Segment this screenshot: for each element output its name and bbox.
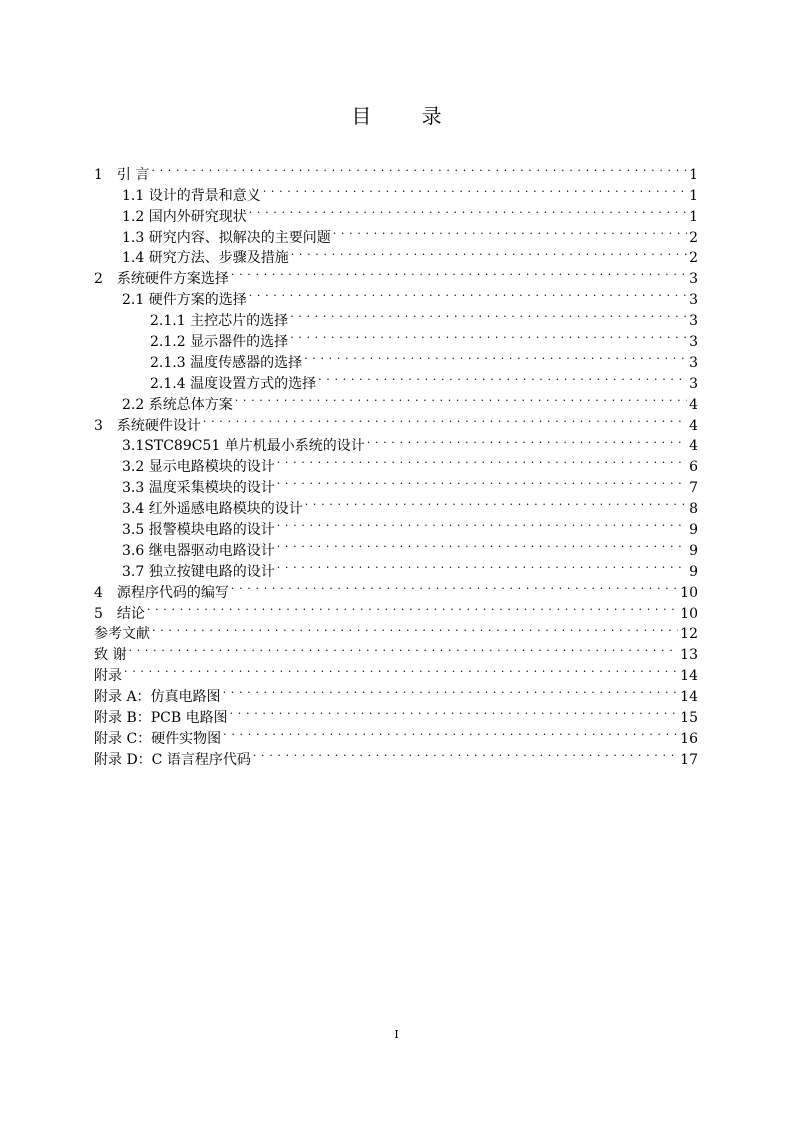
toc-entry-page: 3 [689, 375, 698, 392]
toc-entry-text: 致 谢 [94, 647, 127, 664]
toc-entry-page: 9 [689, 522, 698, 539]
toc-dot-leader [231, 576, 678, 597]
toc-entry-page: 4 [689, 438, 698, 455]
toc-dot-leader [277, 555, 687, 576]
toc-entry-label [122, 457, 275, 478]
toc-entry-label [94, 604, 145, 625]
toc-entry-label [94, 269, 229, 290]
toc-entry-label [150, 332, 288, 353]
toc-dot-leader [333, 221, 687, 242]
toc-entry-page: 3 [689, 292, 698, 309]
toc-dot-leader [151, 158, 687, 179]
table-of-contents [94, 158, 698, 768]
toc-entry-page: 13 [680, 647, 698, 664]
toc-dot-leader [203, 409, 687, 430]
toc-entry-number: 4 [94, 584, 103, 601]
toc-entry[interactable] [94, 680, 698, 706]
toc-entry-page: 15 [680, 710, 698, 727]
toc-dot-leader [367, 430, 687, 451]
toc-entry-text: 2.1 硬件方案的选择 [122, 292, 247, 309]
toc-entry-page: 10 [680, 584, 698, 601]
toc-entry-page: 2 [689, 250, 698, 267]
toc-entry-text: 2.1.1 主控芯片的选择 [150, 313, 289, 330]
toc-entry-text: 2.1.3 温度传感器的选择 [150, 354, 303, 371]
toc-entry-number: 1 [94, 166, 103, 183]
toc-entry-label [150, 353, 302, 374]
toc-entry-number: 5 [94, 605, 103, 622]
toc-title: 目 录 [351, 104, 464, 128]
toc-entry-page: 10 [680, 605, 698, 622]
toc-entry-text: 引 言 [116, 166, 150, 183]
toc-entry-text: 2.1.2 显示器件的选择 [150, 334, 289, 351]
toc-entry-page: 14 [680, 668, 698, 685]
toc-entry-text: 系统硬件设计 [116, 417, 201, 434]
toc-dot-leader [249, 200, 687, 221]
toc-entry-number: 2 [94, 271, 103, 288]
toc-dot-leader [230, 701, 679, 722]
toc-entry-label [94, 708, 228, 729]
toc-entry-page: 9 [689, 563, 698, 580]
toc-entry-label [122, 207, 247, 228]
toc-entry-page: 2 [689, 229, 698, 246]
toc-entry-label [94, 416, 201, 437]
toc-entry-page: 16 [680, 730, 698, 747]
toc-entry-text: 系统硬件方案选择 [116, 271, 229, 288]
toc-entry[interactable] [94, 597, 698, 622]
toc-entry-text: 1.3 研究内容、拟解决的主要问题 [122, 229, 331, 246]
toc-entry[interactable] [94, 618, 698, 643]
toc-dot-leader [305, 492, 687, 513]
toc-entry-label [94, 666, 122, 687]
toc-entry-label [122, 520, 275, 541]
toc-dot-leader [277, 450, 687, 471]
toc-entry-text: 结论 [116, 605, 145, 622]
toc-entry-text: 附录 B：PCB 电路图 [94, 710, 228, 727]
toc-entry[interactable] [94, 638, 698, 664]
toc-entry-text: 3.4 红外遥感电路模块的设计 [122, 501, 303, 518]
toc-dot-leader [277, 534, 687, 555]
toc-dot-leader [249, 283, 687, 304]
toc-entry-text: 1.1 设计的背景和意义 [122, 187, 261, 204]
toc-entry-label [122, 290, 247, 311]
toc-dot-leader [304, 346, 687, 367]
toc-entry-text: 附录 D：C 语言程序代码 [94, 751, 251, 768]
toc-dot-leader [290, 304, 687, 325]
toc-entry-text: 3.6 继电器驱动电路设计 [122, 542, 275, 559]
toc-entry-text: 2.2 系统总体方案 [122, 396, 233, 413]
toc-entry-page: 4 [689, 396, 698, 413]
toc-entry-label [122, 541, 275, 562]
toc-dot-leader [128, 638, 678, 659]
toc-entry-page: 7 [689, 480, 698, 497]
toc-entry-label [150, 311, 288, 332]
toc-entry-page: 1 [689, 166, 698, 183]
toc-entry-text: 附录 A：仿真电路图 [94, 689, 221, 706]
toc-dot-leader [253, 743, 678, 764]
toc-dot-leader [290, 325, 687, 346]
toc-entry-label [94, 729, 221, 750]
page-number: I [394, 1028, 399, 1041]
toc-entry-text: 3.3 温度采集模块的设计 [122, 480, 275, 497]
toc-entry-text: 参考文献 [94, 626, 150, 643]
toc-entry-page: 3 [689, 271, 698, 288]
toc-entry-text: 附录 [94, 668, 122, 685]
toc-entry-label [94, 687, 221, 708]
toc-entry-page: 3 [689, 313, 698, 330]
toc-dot-leader [291, 242, 687, 263]
toc-entry-page: 4 [689, 417, 698, 434]
toc-entry[interactable] [94, 158, 698, 183]
toc-entry-label [94, 165, 149, 186]
toc-entry-label [122, 186, 261, 207]
toc-entry[interactable] [94, 179, 698, 204]
toc-entry-label [94, 645, 126, 666]
toc-entry-text: 3.1STC89C51 单片机最小系统的设计 [122, 438, 365, 455]
toc-entry-page: 1 [689, 208, 698, 225]
toc-entry-page: 14 [680, 689, 698, 706]
toc-entry-page: 17 [680, 751, 698, 768]
toc-entry-text: 2.1.4 温度设置方式的选择 [150, 375, 317, 392]
toc-entry-number: 3 [94, 417, 103, 434]
toc-entry-label [122, 499, 303, 520]
toc-dot-leader [235, 388, 687, 409]
toc-entry-text: 3.5 报警模块电路的设计 [122, 522, 275, 539]
toc-dot-leader [277, 513, 687, 534]
toc-entry[interactable] [94, 659, 698, 685]
toc-entry-page: 8 [689, 501, 698, 518]
toc-dot-leader [231, 262, 687, 283]
toc-dot-leader [277, 471, 687, 492]
toc-entry-page: 1 [689, 187, 698, 204]
toc-entry-text: 1.4 研究方法、步骤及措施 [122, 250, 289, 267]
toc-entry-text: 源程序代码的编写 [116, 584, 229, 601]
toc-dot-leader [318, 367, 687, 388]
toc-entry-label [122, 478, 275, 499]
toc-dot-leader [263, 179, 687, 200]
toc-dot-leader [152, 618, 678, 639]
toc-dot-leader [223, 680, 679, 701]
toc-entry-text: 1.2 国内外研究现状 [122, 208, 247, 225]
toc-dot-leader [147, 597, 678, 618]
toc-entry-page: 3 [689, 334, 698, 351]
toc-entry-text: 附录 C：硬件实物图 [94, 730, 222, 747]
toc-entry-text: 3.2 显示电路模块的设计 [122, 459, 275, 476]
toc-entry-page: 3 [689, 354, 698, 371]
toc-entry-label [94, 750, 251, 771]
toc-entry-page: 9 [689, 542, 698, 559]
toc-entry-page: 6 [689, 459, 698, 476]
toc-entry-page: 12 [680, 626, 698, 643]
toc-dot-leader [223, 722, 678, 743]
toc-entry-text: 3.7 独立按键电路的设计 [122, 563, 275, 580]
toc-dot-leader [124, 659, 678, 680]
